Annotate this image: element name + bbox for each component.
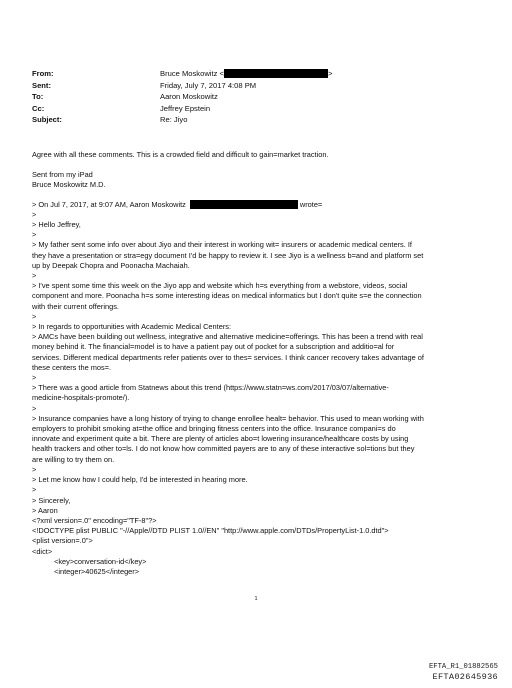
from-label: From: — [32, 69, 54, 78]
quoted-message — [32, 210, 496, 516]
reply-text: Agree with all these comments. This is a crowded field and difficult to gain=market traction. — [32, 150, 329, 159]
email-header — [32, 68, 332, 126]
quoted-line: > — [32, 373, 37, 383]
quoted-line: component and more. Poonacha h=s some interesting ideas on medical informatics but I don't quite s=e the connection — [32, 291, 422, 301]
quoted-line: > Sincerely, — [32, 495, 71, 505]
quoted-line: > — [32, 403, 37, 413]
xml-line: <dict> — [32, 546, 53, 556]
cc-value: Jeffrey Epstein — [160, 103, 211, 113]
quoted-line: services. Different medical departments refer patients over to thes= services. I think cancer recovery takes advantage of — [32, 352, 424, 362]
signature-line-1: Sent from my iPad — [32, 169, 93, 179]
quoted-line: health trackers and other to=ls. I do not know how committed payers are to any of these interactive sol=tions but they — [32, 444, 415, 454]
doc-id-1: EFTA_R1_01882565 — [428, 663, 498, 671]
quoted-line: > Insurance companies have a long history of trying to change enrollee healt= behavior. This used to mean working with — [32, 413, 424, 423]
quoted-line: > I've spent some time this week on the Jiyo app and website which h=s everything from a webstore, videos, social — [32, 281, 408, 291]
subject-value: Re: Jiyo — [160, 115, 188, 125]
quote-header-end: wrote= — [299, 199, 323, 209]
quoted-line: > Hello Jeffrey, — [32, 220, 81, 230]
quoted-line: they have a presentation or stra=egy document I'd be happy to review it. I see Jiyo is a wellness b=and and platform set — [32, 250, 424, 260]
doc-id-2: EFTA02645936 — [432, 672, 498, 682]
quoted-line: > — [32, 485, 37, 495]
xml-line: <?xml version=.0" encoding="TF-8"?> — [32, 515, 157, 525]
quoted-line: > — [32, 311, 37, 321]
from-end: > — [327, 69, 333, 78]
quoted-line: > Aaron — [32, 505, 58, 515]
from-name: Bruce Moskowitz < — [160, 69, 224, 78]
cc-label: Cc: — [32, 103, 45, 113]
cc-row — [32, 103, 332, 115]
to-label: To: — [32, 92, 44, 102]
redaction-box — [224, 69, 328, 78]
email-body — [32, 150, 496, 577]
quoted-line: money behind it. The financial=model is to have a patient pay out of pocket for a subscription and additio=al for — [32, 342, 395, 352]
to-value: Aaron Moskowitz — [160, 92, 218, 102]
page-number: 1 — [254, 596, 258, 602]
quoted-line: are willing to try them on. — [32, 454, 115, 464]
from-value — [160, 68, 332, 80]
quoted-line: > AMCs have been building out wellness, integrative and alternative medicine=offerings. This has been a trend with real — [32, 332, 423, 342]
quoted-line: up by Deepak Chopra and Poonacha Machaiah. — [32, 260, 190, 270]
signature-line-2: Bruce Moskowitz M.D. — [32, 179, 106, 189]
xml-line: <key>conversation-id</key> — [54, 556, 147, 566]
quoted-line: medicine-hospitals-promote/). — [32, 393, 130, 403]
to-row — [32, 91, 332, 103]
quoted-line: employers to prohibit smoking at=the office and bringing fitness centers into the office. Insurance compani=s do — [32, 424, 396, 434]
xml-line: <!DOCTYPE plist PUBLIC "-//Apple//DTD PLIST 1.0//EN" "http://www.apple.com/DTDs/PropertyList-1.0.dtd"> — [32, 526, 389, 536]
quote-header-start: > On Jul 7, 2017, at 9:07 AM, Aaron Moskowitz — [32, 199, 186, 209]
from-row — [32, 68, 332, 80]
quoted-line: > — [32, 464, 37, 474]
quoted-line: > In regards to opportunities with Academic Medical Centers: — [32, 322, 232, 332]
redaction-box — [190, 200, 298, 209]
quoted-line: these centers the mos=. — [32, 362, 112, 372]
quoted-line: with their current offerings. — [32, 301, 119, 311]
quoted-line: > My father sent some info over about Jiyo and their interest in working wit= insurers or academic medical centers. If — [32, 240, 412, 250]
document-ids — [429, 663, 498, 682]
subject-label: Subject: — [32, 115, 62, 125]
sent-value: Friday, July 7, 2017 4:08 PM — [160, 80, 257, 90]
quoted-line: > Let me know how I could help, I'd be interested in hearing more. — [32, 475, 248, 485]
sent-label: Sent: — [32, 80, 51, 90]
sent-row — [32, 80, 332, 92]
quoted-line: > There was a good article from Statnews about this trend (https://www.statn=ws.com/2017/03/07/alternative- — [32, 383, 389, 393]
quoted-line: innovate and experiment quite a bit. There are plenty of articles abo=t lowering insurance/healthcare costs by using — [32, 434, 409, 444]
xml-line: <plist version=.0"> — [32, 536, 93, 546]
quote-header — [32, 200, 496, 210]
quoted-line: > — [32, 271, 37, 281]
xml-line: <integer>40625</integer> — [54, 566, 140, 576]
subject-row — [32, 114, 332, 126]
quoted-line: > — [32, 230, 37, 240]
quoted-line: > — [32, 209, 37, 219]
